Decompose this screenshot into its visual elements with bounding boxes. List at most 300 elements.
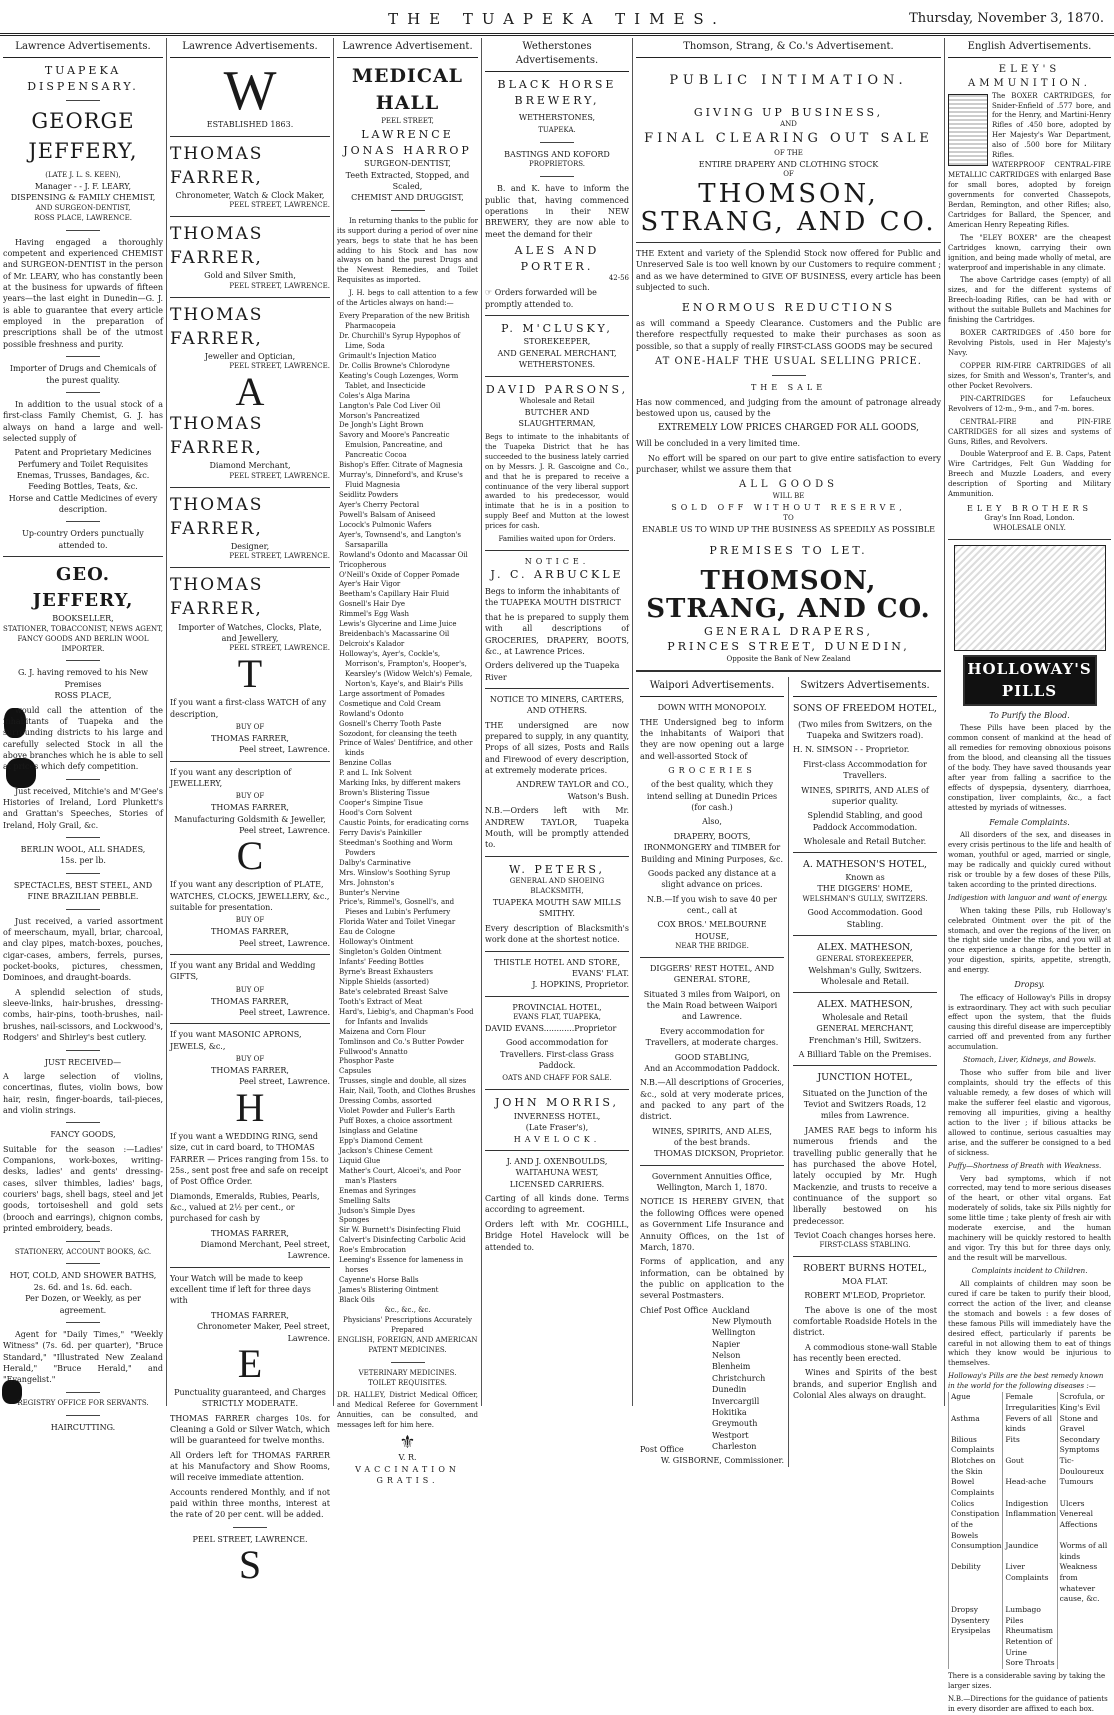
ad-line: And an Accommodation Paddock. bbox=[644, 1063, 780, 1073]
separator bbox=[66, 837, 100, 838]
ad-divider bbox=[485, 951, 629, 952]
separator bbox=[540, 142, 574, 143]
column-header: Lawrence Advertisements. bbox=[170, 38, 330, 58]
stock-item: Rowland's Odonto bbox=[339, 709, 404, 718]
ad-signature: THOMAS DICKSON, Proprietor. bbox=[654, 1149, 784, 1159]
stock-item: Benzine Collas bbox=[339, 759, 392, 768]
ad-line: FIRST-CLASS STABLING. bbox=[819, 1241, 911, 1250]
ad-line: JUST RECEIVED— bbox=[44, 1057, 122, 1067]
ad-line: Gold and Silver Smith, bbox=[204, 271, 296, 281]
stock-item: Liquid Glue bbox=[339, 1156, 381, 1165]
column-header: Wetherstones Advertisements. bbox=[485, 38, 629, 72]
ad-heading: Female Complaints. bbox=[989, 817, 1070, 827]
stock-item: Puff Boxes, a choice assortment bbox=[339, 1117, 453, 1126]
ad-paragraph: All Orders left for THOMAS FARRER at his Manufactory and Show Rooms, will receive immediate attention. bbox=[170, 1450, 330, 1483]
ad-paragraph: Carting of all kinds done. Terms according to agreement. bbox=[485, 1194, 629, 1215]
ad-heading: EXTREMELY LOW PRICES CHARGED FOR ALL GOODS, bbox=[658, 423, 919, 434]
decorative-initial: E bbox=[237, 1340, 263, 1386]
disease-cell bbox=[948, 1637, 1002, 1658]
ad-line: TUAPEKA. bbox=[538, 125, 576, 134]
ad-title: THOMAS FARRER, bbox=[170, 224, 264, 269]
stock-item: Every Preparation of the new British Pharmacopeia bbox=[339, 312, 470, 331]
stock-item: Feeding Bottles, Teats, &c. bbox=[28, 482, 138, 492]
ad-title: FINAL CLEARING OUT SALE bbox=[644, 131, 933, 147]
ad-paragraph: The efficacy of Holloway's Pills in dropsy is extraordinary. They act with such peculiar effect upon the system, that the fluids causing this direful disease are imperceptibly carried off and prevented from any further accumulation. bbox=[948, 993, 1111, 1052]
stock-list bbox=[337, 312, 478, 1306]
ad-line: PROPRIETORS. bbox=[528, 160, 586, 169]
ad-title: THISTLE HOTEL AND STORE, bbox=[493, 957, 621, 967]
ad-divider bbox=[485, 376, 629, 377]
farrer-block bbox=[170, 573, 330, 654]
farrer-block bbox=[170, 303, 330, 373]
stock-item: Dr. Collis Browne's Chlorodyne bbox=[339, 361, 450, 370]
ad-title: BLACK HORSE BREWERY, bbox=[497, 78, 617, 107]
ad-line: WINES, SPIRITS, AND ALES, bbox=[652, 1126, 772, 1136]
stock-item: Hard's, Liebig's, and Chapman's Food for Infants and Invalids bbox=[339, 1007, 474, 1026]
stock-item: Keating's Cough Lozenges, Worm Tablet, and Insecticide bbox=[339, 371, 459, 390]
stock-item: Gosnell's Hair Dye bbox=[339, 600, 406, 609]
separator bbox=[66, 1392, 100, 1393]
disease-cell: Stone and Gravel bbox=[1057, 1414, 1111, 1435]
separator bbox=[66, 1322, 100, 1323]
disease-cell: Weakness from whatever cause, &c. bbox=[1057, 1562, 1111, 1605]
stock-item: Rimmel's Egg Wash bbox=[339, 610, 410, 619]
ad-paragraph: PIN-CARTRIDGES for Lefaucheux Revolvers of 12-m., 9-m., and 7-m. bores. bbox=[948, 394, 1111, 413]
ad-title: A. MATHESON'S HOTEL, bbox=[803, 859, 927, 871]
stock-item: Leeming's Essence for lameness in horses bbox=[339, 1256, 464, 1275]
ad-line: 2s. 6d. and 1s. 6d. each. bbox=[33, 1282, 133, 1292]
ad-paragraph: Accounts rendered Monthly, and if not paid within three months, interest at the rate of 20 per cent. will be added. bbox=[170, 1487, 330, 1520]
ad-divider bbox=[170, 567, 330, 568]
stock-item: Cayenne's Horse Balls bbox=[339, 1276, 419, 1285]
stock-item: Gosnell's Cherry Tooth Paste bbox=[339, 719, 442, 728]
ad-paragraph: J. H. begs to call attention to a few of the Articles always on hand:— bbox=[337, 289, 478, 308]
ad-divider bbox=[948, 539, 1111, 540]
ad-line: SURGEON-DENTIST, bbox=[364, 159, 451, 169]
disease-cell: Inflammation bbox=[1002, 1509, 1056, 1541]
stock-item: Horse and Cattle Medicines of every description. bbox=[8, 493, 158, 515]
ad-divider bbox=[793, 1256, 937, 1257]
ad-line: Diamonds, Emeralds, Rubies, Pearls, &c., valued at 2½ per cent., or purchased for cash by bbox=[170, 1191, 320, 1224]
ad-paragraph: JAMES RAE begs to inform his numerous friends and the travelling public generally that he has purchased the above Hotel, lately occupied by Mr. Hugh Mackenzie, and trusts to receive a continuance of the support so liberally bestowed on his predecessor. bbox=[793, 1125, 937, 1226]
farrer-block bbox=[170, 493, 330, 563]
stock-item: Bate's celebrated Breast Salve bbox=[339, 987, 448, 996]
ad-divider bbox=[485, 315, 629, 316]
ad-heading: TUAPEKA DISPENSARY. bbox=[27, 64, 139, 93]
disease-cell: Ulcers bbox=[1057, 1499, 1111, 1510]
ad-line: (Two miles from Switzers, on the Tuapeka and Switzers road). bbox=[798, 719, 932, 741]
ad-divider bbox=[170, 297, 330, 298]
ad-line: There is a considerable saving by taking the larger sizes. bbox=[948, 1671, 1106, 1690]
column-header: English Advertisements. bbox=[948, 38, 1111, 58]
ad-title: W. PETERS, bbox=[508, 862, 606, 876]
town-item: Charleston bbox=[712, 1442, 757, 1451]
ad-divider bbox=[793, 1065, 937, 1066]
ad-line: VACCINATION GRATIS. bbox=[355, 1464, 460, 1485]
ad-divider bbox=[170, 216, 330, 217]
stock-item: Bunter's Nervine bbox=[339, 888, 400, 897]
ad-line: THOMAS FARRER, bbox=[211, 1310, 289, 1320]
ad-line: PEEL STREET, bbox=[381, 117, 434, 126]
town-item: Blenheim bbox=[712, 1362, 751, 1372]
ad-line: Every accommodation for Travellers, at moderate charges. bbox=[645, 1026, 779, 1048]
ad-line: DRAPERY, BOOTS, IRONMONGERY and TIMBER for Building and Mining Purposes, &c. bbox=[641, 831, 783, 864]
ad-paragraph: Suitable for the season :—Ladies' Companions, work-boxes, writing-desks, ladies' and gents' dressing-cases, silver thimbles, ladies' bags, couriers' bags, shell bags, steel and jet goods, tortoiseshell and gold sets (brooch and earrings), chignon combs, printed embroidery, beads. bbox=[3, 1144, 163, 1234]
ad-line: Teviot Coach changes horses here. bbox=[794, 1231, 936, 1241]
ad-address: Peel street, Lawrence. bbox=[239, 1077, 330, 1087]
decorative-initial: S bbox=[238, 1542, 262, 1588]
disease-cell: Consumption bbox=[948, 1541, 1002, 1562]
stock-item: Ayer's Hair Vigor bbox=[339, 580, 401, 589]
ad-paragraph: Begs to intimate to the inhabitants of the Tuapeka District that he has succeeded to the business lately carried on by Messrs. J. R. Gascoigne and Co., and that he is prepared to receive a continuance of the very liberal support awarded to his predecessor, would intimate that he is in a position to supply Beef and Mutton at the lowest prices for cash. bbox=[485, 432, 629, 531]
disease-cell: Retention of Urine bbox=[1002, 1637, 1056, 1658]
ad-line: BASTINGS AND KOFORD bbox=[504, 149, 610, 159]
ad-title: MEDICAL HALL bbox=[351, 65, 464, 115]
stock-item: Large assortment of Pomades bbox=[339, 689, 445, 698]
town-item: Auckland bbox=[712, 1305, 750, 1315]
ad-paragraph: The above Cartridge cases (empty) of all sizes, and for the different systems of Breech-loading Rifles, can be had with or without the suitable Bullets and Machines for finishing the Cartridges. bbox=[948, 276, 1111, 325]
separator bbox=[391, 1362, 425, 1363]
stock-item: Rowland's Odonto and Macassar Oil bbox=[339, 550, 468, 559]
town-item: Hokitika bbox=[712, 1407, 747, 1417]
ad-title: THOMAS FARRER, bbox=[170, 575, 264, 620]
ad-title: DIGGERS' REST HOTEL, AND bbox=[650, 963, 774, 973]
ad-divider bbox=[636, 242, 941, 243]
ad-paragraph: THE Undersigned beg to inform the inhabitants of Waipori that they are now opening out a large and well-assorted Stock of bbox=[640, 717, 784, 761]
ad-line: THOMAS FARRER, bbox=[211, 927, 289, 937]
separator bbox=[66, 100, 100, 101]
ad-line: INVERNESS HOTEL, bbox=[513, 1111, 601, 1121]
ad-divider bbox=[3, 556, 163, 557]
ad-line: Wholesale and Retail bbox=[519, 397, 595, 406]
stock-item: Dalby's Carminative bbox=[339, 858, 411, 867]
ad-address: PEEL STREET, LAWRENCE. bbox=[229, 644, 330, 653]
stock-item: Singleton's Golden Ointment bbox=[339, 948, 442, 957]
firm-name: THOMSON, STRANG, AND CO. bbox=[640, 178, 937, 238]
disease-cell: Constipation of the Bowels bbox=[948, 1509, 1002, 1541]
column-header: Lawrence Advertisement. bbox=[337, 38, 478, 58]
disease-cell: Tic-Douloureux bbox=[1057, 1456, 1111, 1477]
ad-line: STOREKEEPER, bbox=[523, 337, 591, 347]
ad-line: LICENSED CARRIERS. bbox=[509, 1179, 605, 1189]
ad-divider bbox=[170, 487, 330, 488]
disease-cell: Asthma bbox=[948, 1414, 1002, 1435]
stock-item: Delcroix's Kalador bbox=[339, 640, 405, 649]
ad-heading: ENABLE US TO WIND UP THE BUSINESS AS SPEEDILY AS POSSIBLE bbox=[642, 524, 935, 534]
stock-item: Eau de Cologne bbox=[339, 928, 396, 937]
diseases-table bbox=[948, 1392, 1111, 1669]
ad-line: If you want any Bridal and Wedding GIFTS, bbox=[170, 961, 316, 982]
stock-item: Maizena and Corn Flour bbox=[339, 1027, 426, 1036]
ad-line: WILL BE bbox=[772, 492, 805, 501]
ad-line: GENERAL AND SHOEING BLACKSMITH, bbox=[509, 877, 605, 896]
ad-paragraph: NOTICE IS HEREBY GIVEN, that the following Offices were opened as Government Life Insurance and Annuity Offices, on the 1st of March, 1870. bbox=[640, 1197, 784, 1252]
ad-line: Good Accommodation. Good Stabling. bbox=[807, 908, 923, 929]
separator bbox=[66, 873, 100, 874]
stock-item: Judson's Simple Dyes bbox=[339, 1206, 415, 1215]
ad-line: WAITAHUNA WEST, bbox=[515, 1168, 599, 1178]
ad-address: Peel street, Lawrence. bbox=[239, 1008, 330, 1018]
ad-heading: Holloway's Pills are the best remedy known in the world for the following diseases :— bbox=[948, 1372, 1104, 1391]
ad-line: SPECTACLES, BEST STEEL, AND FINE BRAZILIAN PEBBLE. bbox=[13, 880, 153, 902]
stock-item: Steedman's Soothing and Worm Powders bbox=[339, 838, 453, 857]
disease-cell bbox=[1057, 1605, 1111, 1616]
column-lawrence-2 bbox=[170, 38, 330, 1588]
ad-line: ☞ Orders forwarded will be promptly attended to. bbox=[485, 288, 597, 309]
stock-item: Marking Inks, by different makers bbox=[339, 779, 461, 788]
ad-paragraph: Very bad symptoms, which if not corrected, may tend to more serious diseases of the heart, or other vital organs. Eat moderately of solids, take six Pills nightly for some little time ; take plenty of fresh air with moderate exercise, and the human machinery will be quickly restored to health and vigor. Try this but for three days only, and the result will be marvellous. bbox=[948, 1174, 1111, 1263]
ad-line: Wholesale and Retail. bbox=[820, 976, 910, 986]
royal-crest-icon: ⚜ bbox=[399, 1432, 416, 1454]
ad-line: STATIONER, TOBACCONIST, NEWS AGENT, FANCY GOODS AND BERLIN WOOL IMPORTER. bbox=[3, 624, 163, 653]
separator bbox=[66, 1122, 100, 1123]
separator bbox=[66, 909, 100, 910]
ad-line: LAWRENCE bbox=[361, 128, 454, 142]
stock-item: Tooth's Extract of Meat bbox=[339, 997, 423, 1006]
ad-paragraph: Has now commenced, and judging from the amount of patronage already bestowed upon us, caused by the bbox=[636, 397, 941, 419]
separator bbox=[772, 375, 806, 376]
ad-line: V. R. bbox=[398, 1453, 417, 1463]
ad-address: PEEL STREET, LAWRENCE. bbox=[229, 201, 330, 210]
ad-line: BOOKSELLER, bbox=[52, 614, 114, 624]
ad-paragraph: DR. HALLEY, District Medical Officer, and Medical Referee for Government Annuities, can be consulted, and messages left for him here. bbox=[337, 1391, 478, 1430]
stock-item: Prince of Wales' Dentifrice, and other kinds bbox=[339, 739, 473, 758]
ad-divider bbox=[170, 761, 330, 762]
ad-divider bbox=[485, 550, 629, 551]
stock-item: Isinglass and Gelatine bbox=[339, 1127, 418, 1136]
ad-address: Peel street, Lawrence. bbox=[239, 745, 330, 755]
ad-line: TOILET REQUISITES. bbox=[368, 1378, 447, 1387]
ad-title: SONS OF FREEDOM HOTEL, bbox=[793, 703, 937, 715]
ad-paragraph: These Pills have been placed by the common consent of mankind at the head of all remedies for removing obnoxious poisons from the blood, and cleansing all the tissues of the body. They have saved thousands year after year from falling a sacrifice to the effects of dyspepsia, dysentery, diarrhoea, constipation, liver complaints, &c., a fact attested by myriads of witnesses. bbox=[948, 724, 1111, 812]
ad-line: ROBERT M'LEOD, Proprietor. bbox=[804, 1291, 926, 1301]
ad-title: PROVINCIAL HOTEL, bbox=[512, 1002, 602, 1012]
stock-item: Violet Powder and Fuller's Earth bbox=[339, 1107, 456, 1116]
disease-cell: Sore Throats bbox=[1002, 1658, 1056, 1669]
ad-heading: AT ONE-HALF THE USUAL SELLING PRICE. bbox=[655, 356, 922, 368]
ad-divider bbox=[793, 852, 937, 853]
separator bbox=[66, 1415, 100, 1416]
ad-paragraph: In returning thanks to the public for its support during a period of over nine years, begs to state that he has been adding to his Stock and has now always on hand the purest Drugs and the Newest Remedies, and Toilet Requisites as imported. bbox=[337, 216, 478, 285]
ad-divider bbox=[485, 1150, 629, 1151]
separator bbox=[66, 660, 100, 661]
stock-item: Mather's Court, Alcoei's, and Poor man's Plasters bbox=[339, 1166, 461, 1185]
stock-item: Infants' Feeding Bottles bbox=[339, 958, 424, 967]
ad-line: Up-country Orders punctually attended to. bbox=[22, 529, 144, 550]
ad-line: BUY OF bbox=[235, 722, 265, 731]
ad-line: &c., &c., &c. bbox=[384, 1305, 431, 1314]
stock-item: Roe's Embrocation bbox=[339, 1246, 407, 1255]
ad-signature: ANDREW TAYLOR and CO., Watson's Bush. bbox=[516, 780, 629, 801]
ad-line: THOMAS FARRER, bbox=[211, 1066, 289, 1076]
ad-line: EVANS FLAT, TUAPEKA, bbox=[513, 1013, 601, 1021]
ad-paragraph: The above is one of the most comfortable Roadside Hotels in the district. bbox=[793, 1305, 937, 1338]
masthead-rule bbox=[0, 33, 1114, 36]
ad-line: Teeth Extracted, Stopped, and Scaled, bbox=[345, 170, 470, 191]
ad-line: (Late Fraser's), bbox=[525, 1123, 589, 1133]
ad-paragraph: WATERPROOF CENTRAL-FIRE METALLIC CARTRIDGES with enlarged Base for small bores, adopted by foreign governments for converted Chassepots, Berdan, Remington, and other Rifles; also, Cartridges for Ballard, the Spencer, and American Henry Repeating Rifles. bbox=[948, 161, 1111, 229]
ad-line: Government Annuities Office, Wellington, March 1, 1870. bbox=[651, 1171, 773, 1193]
ad-address: Diamond Merchant, Peel street, Lawrence. bbox=[200, 1240, 330, 1261]
ad-line: TO bbox=[783, 513, 794, 522]
ad-line: Splendid Stabling, and good Paddock Accommodation. bbox=[807, 811, 923, 832]
ad-line: of the best brands. bbox=[673, 1138, 751, 1148]
ad-title: GEO. JEFFERY, bbox=[32, 564, 134, 611]
stock-item: Dressing Combs, assorted bbox=[339, 1097, 432, 1106]
decorative-initial: H bbox=[235, 1084, 265, 1130]
ad-divider bbox=[485, 996, 629, 997]
disease-cell: Female Irregularities bbox=[1002, 1392, 1056, 1413]
stock-item: Capsules bbox=[339, 1067, 372, 1076]
separator bbox=[66, 356, 100, 357]
ad-title: GEORGE JEFFERY, bbox=[28, 109, 138, 164]
separator bbox=[66, 392, 100, 393]
disease-cell: Ague bbox=[948, 1392, 1002, 1413]
disease-cell bbox=[948, 1658, 1002, 1669]
ad-line: Welshman's Gully, Switzers. bbox=[808, 965, 922, 975]
ad-address: PEEL STREET, LAWRENCE. bbox=[192, 1534, 308, 1544]
ad-line: FANCY GOODS, bbox=[50, 1130, 116, 1140]
waipori-section bbox=[636, 677, 788, 1467]
stock-item: Murray's, Dinneford's, and Kruse's Fluid Magnesia bbox=[339, 471, 463, 490]
separator bbox=[233, 1527, 267, 1528]
ad-line: WINES, SPIRITS, AND ALES of superior quality. bbox=[801, 785, 929, 806]
ad-line: Importer of Watches, Clocks, Plate, and Jewellery, bbox=[178, 622, 322, 643]
disease-cell: Blotches on the Skin bbox=[948, 1456, 1002, 1477]
disease-cell: Colics bbox=[948, 1499, 1002, 1510]
ad-line: AND SURGEON-DENTIST, bbox=[35, 203, 131, 212]
column-header: Switzers Advertisements. bbox=[793, 677, 937, 697]
separator bbox=[66, 1050, 100, 1051]
ad-line: N.B.—Directions for the guidance of patients in every disorder are affixed to each box. bbox=[948, 1694, 1108, 1713]
stock-item: Ayer's Cherry Pectoral bbox=[339, 500, 420, 509]
ad-paragraph: In addition to the usual stock of a first-class Family Chemist, G. J. has always on hand a large and well-selected supply of bbox=[3, 399, 163, 443]
stock-item: Byrne's Breast Exhausters bbox=[339, 968, 434, 977]
ad-line: MOA FLAT. bbox=[842, 1276, 888, 1286]
ad-heading: Puffy—Shortness of Breath with Weakness. bbox=[948, 1161, 1102, 1170]
ad-line: BUY OF bbox=[235, 916, 265, 925]
ad-line: STATIONERY, ACCOUNT BOOKS, &C. bbox=[14, 1247, 152, 1256]
separator bbox=[540, 176, 574, 177]
ad-paragraph: Those who suffer from bile and liver complaints, should try the effects of this valuable remedy, a few doses of which will make the sufferer feel elastic and vigorous, removing all impurities, giving a healthy action to the liver ; if bilious attacks be allowed to continue, serious casualties may arise, and the sufferer be consigned to a bed of sickness. bbox=[948, 1069, 1111, 1157]
ad-heading: NOTICE TO MINERS, CARTERS, AND OTHERS. bbox=[489, 694, 625, 716]
ad-line: CHEMIST AND DRUGGIST, bbox=[351, 193, 464, 203]
ad-line: WHOLESALE ONLY. bbox=[993, 524, 1066, 533]
ad-paragraph: CENTRAL-FIRE and PIN-FIRE CARTRIDGES for all sizes and systems of Guns, Rifles, and Revolvers. bbox=[948, 417, 1111, 446]
stock-item: Ayer's, Townsend's, and Langton's Sarsaparilla bbox=[339, 530, 461, 549]
stock-item: Calvert's Disinfecting Carbolic Acid bbox=[339, 1236, 466, 1245]
ad-paragraph: Agent for "Daily Times," "Weekly Witness" (7s. 6d. per quarter), "Bruce Standard," "Illustrated New Zealand Herald," "Bruce Herald," and "Evangelist." bbox=[3, 1329, 163, 1385]
stock-item: Perfumery and Toilet Requisites bbox=[18, 459, 148, 469]
column-lawrence-1 bbox=[3, 38, 163, 1432]
ad-line: OATS AND CHAFF FOR SALE. bbox=[502, 1074, 612, 1083]
stock-item: Mrs. Johnston's bbox=[339, 878, 395, 887]
ad-line: PRINCES STREET, DUNEDIN, bbox=[667, 640, 910, 654]
ad-line: TUAPEKA MOUTH SAW MILLS SMITHY. bbox=[492, 898, 622, 919]
ad-line: GENERAL DRAPERS, bbox=[704, 624, 873, 638]
ad-paragraph: Every description of Blacksmith's work done at the shortest notice. bbox=[485, 923, 629, 945]
town-item: Westport bbox=[712, 1430, 749, 1440]
disease-cell: Jaundice bbox=[1002, 1541, 1056, 1562]
disease-cell: Indigestion bbox=[1002, 1499, 1056, 1510]
town-item: Dunedin bbox=[712, 1385, 747, 1395]
disease-cell bbox=[1057, 1626, 1111, 1637]
ad-ref: 42-56 bbox=[608, 274, 629, 283]
ad-line: Your Watch will be made to keep excellent time if left for three days with bbox=[170, 1273, 311, 1306]
disease-cell bbox=[1057, 1637, 1111, 1658]
decorative-initial: C bbox=[236, 833, 264, 879]
stock-item: Jackson's Chinese Cement bbox=[339, 1146, 433, 1155]
disease-cell bbox=[1057, 1658, 1111, 1669]
newspaper-title: THE TUAPEKA TIMES. bbox=[388, 10, 726, 28]
disease-cell: Fits bbox=[1002, 1435, 1056, 1456]
disease-cell: Liver Complaints bbox=[1002, 1562, 1056, 1605]
stock-item: Holloway's Ointment bbox=[339, 938, 414, 947]
ad-line: of the best quality, which they intend selling at Dunedin Prices (for cash.) bbox=[646, 780, 778, 813]
ad-title: DAVID PARSONS, bbox=[485, 382, 629, 396]
ad-paragraph: Just received, Mitchie's and M'Gee's Histories of Ireland, Lord Plunkett's and Grattan's Speeches, Stories of Ireland, Holy Grail, &c. bbox=[3, 786, 163, 830]
ad-title: ALEX. MATHESON, bbox=[817, 999, 913, 1011]
ad-line: Good accommodation for Travellers. First-class Grass Paddock. bbox=[500, 1038, 614, 1071]
stock-item: Patent and Proprietary Medicines bbox=[14, 448, 152, 458]
stock-item: Cooper's Simpine Tisue bbox=[339, 799, 423, 808]
stock-item: Langton's Pale Cod Liver Oil bbox=[339, 401, 441, 410]
ad-address: ROSS PLACE, LAWRENCE. bbox=[34, 213, 132, 222]
ad-heading: Dropsy. bbox=[1014, 980, 1045, 990]
ad-paragraph: A large selection of violins, concertinas, flutes, violin bows, bow hair, resin, finger-boards, tail-pieces, and violin strings. bbox=[3, 1071, 163, 1115]
ad-line: GIVING UP BUSINESS, bbox=[693, 105, 884, 119]
sub-columns bbox=[636, 677, 941, 1467]
column-english bbox=[948, 38, 1111, 1713]
ad-paragraph: No effort will be spared on our part to give entire satisfaction to every purchaser, whilst we assure them that bbox=[636, 453, 941, 474]
ad-address: PEEL STREET, LAWRENCE. bbox=[229, 362, 330, 371]
ad-line: First-class Accommodation for Travellers. bbox=[803, 759, 927, 781]
firm-name: THOMSON, STRANG, AND CO. bbox=[646, 565, 931, 625]
ad-line: GOOD STABLING, bbox=[674, 1052, 750, 1062]
stock-item: Ferry Davis's Painkiller bbox=[339, 828, 422, 837]
ad-divider bbox=[485, 688, 629, 689]
ad-line: ESTABLISHED 1863. bbox=[206, 120, 294, 130]
disease-cell: Scrofula, or King's Evil bbox=[1057, 1392, 1111, 1413]
stock-item: Caustic Points, for eradicating corns bbox=[339, 818, 469, 827]
stock-item: Hood's Corn Solvent bbox=[339, 809, 413, 818]
pointing-hand-icon: ☞ bbox=[485, 288, 493, 298]
disease-cell: Venereal Affections bbox=[1057, 1509, 1111, 1541]
disease-cell: Rheumatism bbox=[1002, 1626, 1056, 1637]
stock-item: Enemas and Syringes bbox=[339, 1186, 416, 1195]
ad-line: HAVELOCK. bbox=[513, 1134, 601, 1144]
town-item: Nelson bbox=[712, 1351, 741, 1361]
ad-title: THOMAS FARRER, bbox=[170, 414, 264, 459]
ad-line: AND GENERAL MERCHANT, bbox=[497, 348, 617, 358]
ad-line: DISPENSING & FAMILY CHEMIST, bbox=[10, 193, 156, 203]
ad-line: A Billiard Table on the Premises. bbox=[798, 1049, 932, 1059]
ad-paragraph: N.B.—Orders left with Mr. ANDREW TAYLOR, Tuapeka Mouth, will be promptly attended to. bbox=[485, 806, 629, 850]
ad-line: Frenchman's Hill, Switzers. bbox=[808, 1035, 922, 1045]
ad-line: Importer of Drugs and Chemicals of the purest quality. bbox=[9, 364, 157, 385]
stock-item: Brown's Blistering Tissue bbox=[339, 789, 430, 798]
town-item: Greymouth bbox=[712, 1419, 758, 1429]
ad-title: PUBLIC INTIMATION. bbox=[669, 73, 908, 89]
ad-paragraph: as will command a Speedy Clearance. Customers and the Public are therefore respectfully requested to make their purchases as soon as possible, so that a supply of really FIRST-CLASS GOODS may be secured bbox=[636, 319, 941, 351]
column-wetherstones bbox=[485, 38, 629, 1406]
stock-item: Sir W. Burnett's Disinfecting Fluid bbox=[339, 1226, 461, 1235]
ad-line: BUTCHER AND SLAUGHTERMAN, bbox=[518, 408, 596, 429]
ad-line: If you want a WEDDING RING, send size, cut in card board, to THOMAS FARRER — Prices ranging from 15s. to 25s., sent post free and safe on receipt of Post Office Order. bbox=[170, 1131, 329, 1187]
disease-cell: Worms of all kinds bbox=[1057, 1541, 1111, 1562]
ad-paragraph: BOXER CARTRIDGES of .450 bore for Revolving Pistols, used in Her Majesty's Navy. bbox=[948, 329, 1111, 357]
stock-item: Sozodont, for cleansing the teeth bbox=[339, 729, 457, 738]
